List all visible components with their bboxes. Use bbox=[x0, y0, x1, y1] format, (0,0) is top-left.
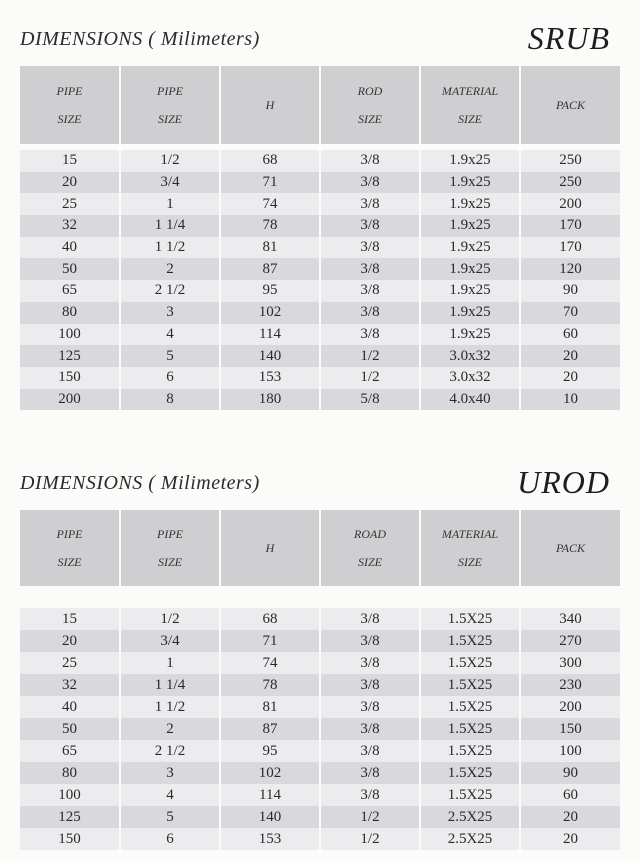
table-cell: 150 bbox=[20, 367, 120, 389]
table-cell: 90 bbox=[520, 762, 620, 784]
gap-cell bbox=[320, 586, 420, 608]
table-row bbox=[20, 193, 620, 215]
table-row bbox=[20, 345, 620, 367]
table-cell: 1.5X25 bbox=[420, 740, 520, 762]
column-header-line: ROD bbox=[357, 84, 383, 98]
table-cell: 3/8 bbox=[320, 674, 420, 696]
urod-header-row bbox=[20, 510, 620, 586]
urod-column-header bbox=[220, 510, 320, 586]
gap-cell bbox=[220, 586, 320, 608]
table-row bbox=[20, 630, 620, 652]
table-row bbox=[20, 324, 620, 346]
table-cell: 1.5X25 bbox=[420, 652, 520, 674]
table-cell: 40 bbox=[20, 696, 120, 718]
table-cell: 3/8 bbox=[320, 652, 420, 674]
table-cell: 50 bbox=[20, 258, 120, 280]
urod-column-header bbox=[20, 510, 120, 586]
table-cell: 70 bbox=[520, 302, 620, 324]
table-cell: 78 bbox=[220, 674, 320, 696]
table-cell: 1 bbox=[120, 652, 220, 674]
table-cell: 1.5X25 bbox=[420, 608, 520, 630]
column-header-line: MATERIAL bbox=[441, 527, 499, 541]
column-header-line: PIPE bbox=[157, 527, 183, 541]
table-cell: 1.9x25 bbox=[420, 258, 520, 280]
table-cell: 180 bbox=[220, 389, 320, 411]
table-cell: 1.5X25 bbox=[420, 674, 520, 696]
table-cell: 1.9x25 bbox=[420, 215, 520, 237]
srub-title-row bbox=[20, 20, 620, 66]
table-cell: 3/8 bbox=[320, 302, 420, 324]
urod-dimensions-table bbox=[20, 510, 620, 850]
table-cell: 20 bbox=[520, 806, 620, 828]
table-cell: 1/2 bbox=[320, 367, 420, 389]
table-cell: 3/8 bbox=[320, 150, 420, 172]
table-cell: 1.5X25 bbox=[420, 784, 520, 806]
table-cell: 15 bbox=[20, 608, 120, 630]
urod-column-header bbox=[420, 510, 520, 586]
table-row bbox=[20, 280, 620, 302]
table-cell: 50 bbox=[20, 718, 120, 740]
srub-column-header bbox=[220, 66, 320, 144]
table-cell: 6 bbox=[120, 367, 220, 389]
table-cell: 230 bbox=[520, 674, 620, 696]
table-row bbox=[20, 762, 620, 784]
table-cell: 1/2 bbox=[320, 806, 420, 828]
column-header-line: H bbox=[265, 541, 275, 555]
table-cell: 3/8 bbox=[320, 696, 420, 718]
table-cell: 2 1/2 bbox=[120, 740, 220, 762]
table-row bbox=[20, 172, 620, 194]
table-cell: 4.0x40 bbox=[420, 389, 520, 411]
table-cell: 1/2 bbox=[120, 608, 220, 630]
table-row bbox=[20, 828, 620, 850]
gap-cell bbox=[420, 586, 520, 608]
table-cell: 1 bbox=[120, 193, 220, 215]
table-cell: 1 1/2 bbox=[120, 696, 220, 718]
srub-product-code: SRUB bbox=[527, 20, 610, 56]
table-cell: 32 bbox=[20, 215, 120, 237]
srub-column-header bbox=[520, 66, 620, 144]
table-cell: 74 bbox=[220, 652, 320, 674]
table-cell: 102 bbox=[220, 762, 320, 784]
table-cell: 170 bbox=[520, 215, 620, 237]
table-cell: 4 bbox=[120, 324, 220, 346]
table-cell: 2.5X25 bbox=[420, 828, 520, 850]
table-cell: 90 bbox=[520, 280, 620, 302]
column-header-line: PIPE bbox=[56, 527, 83, 541]
table-cell: 1 1/4 bbox=[120, 215, 220, 237]
column-header-line: SIZE bbox=[57, 112, 82, 126]
table-row bbox=[20, 150, 620, 172]
table-cell: 140 bbox=[220, 806, 320, 828]
table-cell: 3/8 bbox=[320, 630, 420, 652]
table-cell: 3/8 bbox=[320, 215, 420, 237]
table-cell: 140 bbox=[220, 345, 320, 367]
table-cell: 5 bbox=[120, 345, 220, 367]
table-cell: 1.9x25 bbox=[420, 302, 520, 324]
srub-header-row bbox=[20, 66, 620, 144]
table-cell: 100 bbox=[20, 784, 120, 806]
column-header-line: SIZE bbox=[158, 112, 182, 126]
table-cell: 81 bbox=[220, 696, 320, 718]
table-cell: 20 bbox=[520, 345, 620, 367]
table-cell: 1 1/2 bbox=[120, 237, 220, 259]
table-cell: 3/8 bbox=[320, 718, 420, 740]
table-row bbox=[20, 806, 620, 828]
table-cell: 15 bbox=[20, 150, 120, 172]
table-row bbox=[20, 302, 620, 324]
table-cell: 6 bbox=[120, 828, 220, 850]
table-cell: 80 bbox=[20, 762, 120, 784]
urod-column-header bbox=[520, 510, 620, 586]
urod-section bbox=[20, 464, 620, 850]
table-cell: 100 bbox=[20, 324, 120, 346]
table-cell: 20 bbox=[520, 828, 620, 850]
table-cell: 8 bbox=[120, 389, 220, 411]
table-cell: 65 bbox=[20, 740, 120, 762]
urod-dimensions-title: DIMENSIONS ( Milimeters) bbox=[20, 472, 260, 494]
column-header-line: SIZE bbox=[458, 112, 482, 126]
table-cell: 1/2 bbox=[320, 828, 420, 850]
table-cell: 3/8 bbox=[320, 280, 420, 302]
table-cell: 20 bbox=[520, 367, 620, 389]
column-header-line: MATERIAL bbox=[441, 84, 499, 98]
table-row bbox=[20, 367, 620, 389]
table-cell: 3 bbox=[120, 302, 220, 324]
table-cell: 1/2 bbox=[120, 150, 220, 172]
column-header-line: PIPE bbox=[157, 84, 183, 98]
srub-table-body bbox=[20, 144, 620, 410]
srub-column-header bbox=[420, 66, 520, 144]
table-cell: 125 bbox=[20, 345, 120, 367]
srub-column-header bbox=[20, 66, 120, 144]
table-cell: 340 bbox=[520, 608, 620, 630]
table-cell: 200 bbox=[520, 696, 620, 718]
table-cell: 3/4 bbox=[120, 630, 220, 652]
table-cell: 78 bbox=[220, 215, 320, 237]
table-cell: 3/8 bbox=[320, 784, 420, 806]
table-cell: 3 bbox=[120, 762, 220, 784]
table-cell: 300 bbox=[520, 652, 620, 674]
srub-dimensions-title: DIMENSIONS ( Milimeters) bbox=[20, 28, 260, 50]
table-cell: 3/8 bbox=[320, 608, 420, 630]
table-cell: 170 bbox=[520, 237, 620, 259]
table-cell: 120 bbox=[520, 258, 620, 280]
table-cell: 100 bbox=[520, 740, 620, 762]
table-row bbox=[20, 652, 620, 674]
table-cell: 114 bbox=[220, 784, 320, 806]
srub-column-header bbox=[120, 66, 220, 144]
urod-table-body bbox=[20, 586, 620, 850]
column-header-line: PIPE bbox=[56, 84, 83, 98]
table-row bbox=[20, 674, 620, 696]
table-cell: 1/2 bbox=[320, 345, 420, 367]
table-cell: 40 bbox=[20, 237, 120, 259]
table-cell: 10 bbox=[520, 389, 620, 411]
table-cell: 3/8 bbox=[320, 258, 420, 280]
table-cell: 5 bbox=[120, 806, 220, 828]
urod-product-code: UROD bbox=[517, 464, 610, 500]
table-row bbox=[20, 237, 620, 259]
table-cell: 1.5X25 bbox=[420, 630, 520, 652]
table-cell: 32 bbox=[20, 674, 120, 696]
table-cell: 3/4 bbox=[120, 172, 220, 194]
urod-column-header bbox=[320, 510, 420, 586]
table-cell: 1.9x25 bbox=[420, 172, 520, 194]
table-cell: 200 bbox=[520, 193, 620, 215]
table-cell: 81 bbox=[220, 237, 320, 259]
urod-title-row bbox=[20, 464, 620, 510]
table-cell: 1.9x25 bbox=[420, 324, 520, 346]
table-cell: 1 1/4 bbox=[120, 674, 220, 696]
table-cell: 1.9x25 bbox=[420, 193, 520, 215]
table-cell: 153 bbox=[220, 828, 320, 850]
table-cell: 3/8 bbox=[320, 324, 420, 346]
gap-cell bbox=[20, 586, 120, 608]
table-cell: 153 bbox=[220, 367, 320, 389]
table-cell: 1.5X25 bbox=[420, 762, 520, 784]
table-cell: 5/8 bbox=[320, 389, 420, 411]
column-header-line: ROAD bbox=[354, 527, 386, 541]
table-cell: 3/8 bbox=[320, 193, 420, 215]
column-header-line: PACK bbox=[555, 541, 586, 555]
gap-cell bbox=[120, 586, 220, 608]
table-cell: 25 bbox=[20, 652, 120, 674]
table-cell: 1.9x25 bbox=[420, 150, 520, 172]
table-cell: 87 bbox=[220, 258, 320, 280]
table-row bbox=[20, 389, 620, 411]
urod-column-header bbox=[120, 510, 220, 586]
table-cell: 150 bbox=[20, 828, 120, 850]
table-cell: 95 bbox=[220, 280, 320, 302]
table-cell: 102 bbox=[220, 302, 320, 324]
table-cell: 68 bbox=[220, 150, 320, 172]
table-row bbox=[20, 258, 620, 280]
table-cell: 2 bbox=[120, 258, 220, 280]
table-cell: 87 bbox=[220, 718, 320, 740]
table-cell: 2 bbox=[120, 718, 220, 740]
table-cell: 68 bbox=[220, 608, 320, 630]
table-cell: 20 bbox=[20, 630, 120, 652]
table-cell: 25 bbox=[20, 193, 120, 215]
srub-section bbox=[20, 20, 620, 410]
table-cell: 1.5X25 bbox=[420, 718, 520, 740]
column-header-line: PACK bbox=[555, 98, 586, 112]
table-cell: 60 bbox=[520, 324, 620, 346]
table-cell: 1.9x25 bbox=[420, 237, 520, 259]
column-header-line: SIZE bbox=[358, 112, 382, 126]
table-cell: 71 bbox=[220, 172, 320, 194]
table-cell: 3/8 bbox=[320, 762, 420, 784]
table-cell: 270 bbox=[520, 630, 620, 652]
column-header-line: SIZE bbox=[458, 555, 482, 569]
table-cell: 4 bbox=[120, 784, 220, 806]
table-cell: 114 bbox=[220, 324, 320, 346]
table-cell: 74 bbox=[220, 193, 320, 215]
table-cell: 125 bbox=[20, 806, 120, 828]
table-cell: 2.5X25 bbox=[420, 806, 520, 828]
table-cell: 65 bbox=[20, 280, 120, 302]
table-cell: 250 bbox=[520, 172, 620, 194]
column-header-line: SIZE bbox=[358, 555, 382, 569]
table-cell: 2 1/2 bbox=[120, 280, 220, 302]
table-cell: 3.0x32 bbox=[420, 345, 520, 367]
table-cell: 3/8 bbox=[320, 237, 420, 259]
table-cell: 3/8 bbox=[320, 172, 420, 194]
srub-dimensions-table bbox=[20, 66, 620, 410]
column-header-line: SIZE bbox=[57, 555, 82, 569]
srub-column-header bbox=[320, 66, 420, 144]
column-header-line: H bbox=[265, 98, 275, 112]
gap-cell bbox=[520, 586, 620, 608]
table-cell: 60 bbox=[520, 784, 620, 806]
table-cell: 71 bbox=[220, 630, 320, 652]
table-cell: 95 bbox=[220, 740, 320, 762]
table-cell: 3.0x32 bbox=[420, 367, 520, 389]
table-row bbox=[20, 718, 620, 740]
header-gap bbox=[20, 586, 620, 608]
table-cell: 200 bbox=[20, 389, 120, 411]
table-cell: 250 bbox=[520, 150, 620, 172]
table-row bbox=[20, 215, 620, 237]
table-row bbox=[20, 608, 620, 630]
table-cell: 20 bbox=[20, 172, 120, 194]
table-cell: 3/8 bbox=[320, 740, 420, 762]
table-row bbox=[20, 784, 620, 806]
table-cell: 1.9x25 bbox=[420, 280, 520, 302]
table-cell: 80 bbox=[20, 302, 120, 324]
table-cell: 150 bbox=[520, 718, 620, 740]
table-row bbox=[20, 696, 620, 718]
table-row bbox=[20, 740, 620, 762]
column-header-line: SIZE bbox=[158, 555, 182, 569]
table-cell: 1.5X25 bbox=[420, 696, 520, 718]
